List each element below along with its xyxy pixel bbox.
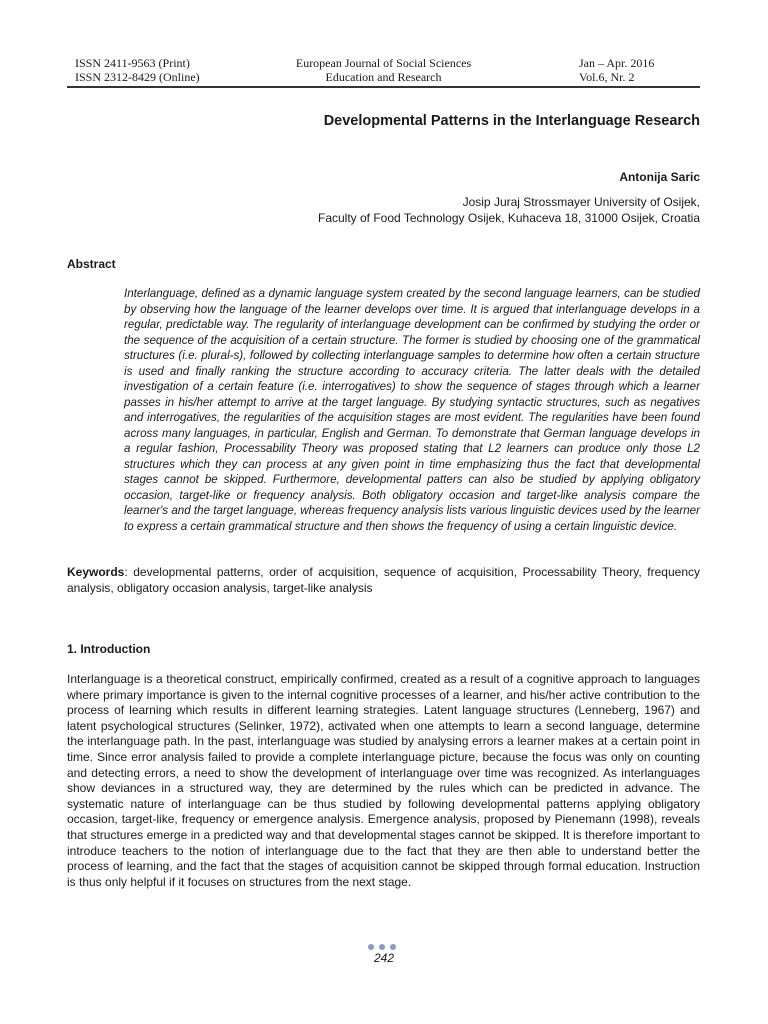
ornament-dot bbox=[368, 944, 374, 950]
issue-volume: Vol.6, Nr. 2 bbox=[579, 70, 635, 84]
affiliation-line2: Faculty of Food Technology Osijek, Kuhaceva 18, 31000 Osijek, Croatia bbox=[318, 211, 700, 225]
keywords-separator: : bbox=[124, 565, 128, 579]
abstract-text: Interlanguage, defined as a dynamic language system created by the second language learners, can be studied by observing how the language of the learner develops over time. It is argued that interlanguage develops in a regular, predictable way. The regularity of interlanguage development can be confirmed by studying the order or the sequence of the acquisition of a certain structure. The former is studied by choosing one of the grammatical structures (i.e. plural-s), followed by collecting interlanguage samples to determine how often a certain structure is used and finally ranking the structure according to accuracy criteria. The latter deals with the detailed investigation of a certain feature (i.e. interrogatives) to show the sequence of stages through which a learner passes in his/her attempt to arrive at the target language. By studying syntactic structures, such as negatives and interrogatives, the regularities of the acquisition stages are most evident. The regularities have been found across many languages, in particular, English and German. To demonstrate that German language develops in a regular fashion, Processability Theory was proposed stating that L2 learners can produce only those L2 structures which they can process at any given point in time emphasizing thus the fact that developmental stages cannot be skipped. Furthermore, developmental patters can also be studied by applying obligatory occasion, target-like or frequency analysis. Both obligatory occasion and target-like analysis compare the learner's and the target language, whereas frequency analysis lists various linguistic devices used by the learner to express a certain grammatical structure and then shows the frequency of using a certain linguistic device. bbox=[124, 287, 700, 533]
introduction-text: Interlanguage is a theoretical construct, empirically confirmed, created as a result of a cognitive approach to languages where primary importance is given to the internal cognitive processes of a learner, and his/her active contribution to the process of learning which results in different learning strategies. Latent language structures (Lenneberg, 1967) and latent psychological structures (Selinker, 1972), activated when one attempts to learn a second language, determine the interlanguage path. In the past, interlanguage was studied by analysing errors a learner makes at a certain point in time. Since error analysis failed to provide a complete interlanguage picture, because the focus was only on counting and detecting errors, a need to show the development of interlanguage over time was recognized. As interlanguages show deviances in a structured way, they are determined by the rules which can be predicted in advance. The systematic nature of interlanguage can be thus studied by following developmental patterns applying obligatory occasion, target-like, frequency or emergence analysis. Emergence analysis, proposed by Pienemann (1998), reveals that structures emerge in a predicted way and that developmental stages cannot be skipped. It is therefore important to introduce teachers to the notion of interlanguage due to the fact that they are then able to understand better the process of learning, and the fact that the stages of acquisition cannot be skipped through formal education. Instruction is thus only helpful if it focuses on structures from the next stage. bbox=[67, 672, 700, 889]
journal-header bbox=[67, 56, 700, 88]
keywords-label: Keywords bbox=[67, 565, 125, 579]
section-heading-introduction: 1. Introduction bbox=[67, 642, 151, 656]
keywords-list: developmental patterns, order of acquisition, sequence of acquisition, Processability Theory, frequency analysis, obligatory occasion analysis, target-like analysis bbox=[67, 565, 700, 595]
page-number: 242 bbox=[373, 951, 395, 965]
abstract-heading: Abstract bbox=[67, 257, 116, 271]
author-name: Antonija Saric bbox=[619, 170, 700, 184]
keywords-paragraph bbox=[67, 565, 700, 596]
journal-name-line2: Education and Research bbox=[325, 70, 442, 84]
journal-name-line1: European Journal of Social Sciences bbox=[295, 56, 472, 70]
issue-block bbox=[579, 56, 654, 84]
issn-print: ISSN 2411-9563 (Print) bbox=[75, 56, 190, 70]
ornament-dot bbox=[379, 944, 385, 950]
ornament-dot bbox=[390, 944, 396, 950]
affiliation-line1: Josip Juraj Strossmayer University of Osijek, bbox=[462, 195, 700, 209]
issue-date: Jan – Apr. 2016 bbox=[579, 56, 655, 70]
issn-online: ISSN 2312-8429 (Online) bbox=[75, 70, 200, 84]
paper-title: Developmental Patterns in the Interlanguage Research bbox=[323, 113, 700, 129]
author-affiliation bbox=[67, 194, 700, 226]
